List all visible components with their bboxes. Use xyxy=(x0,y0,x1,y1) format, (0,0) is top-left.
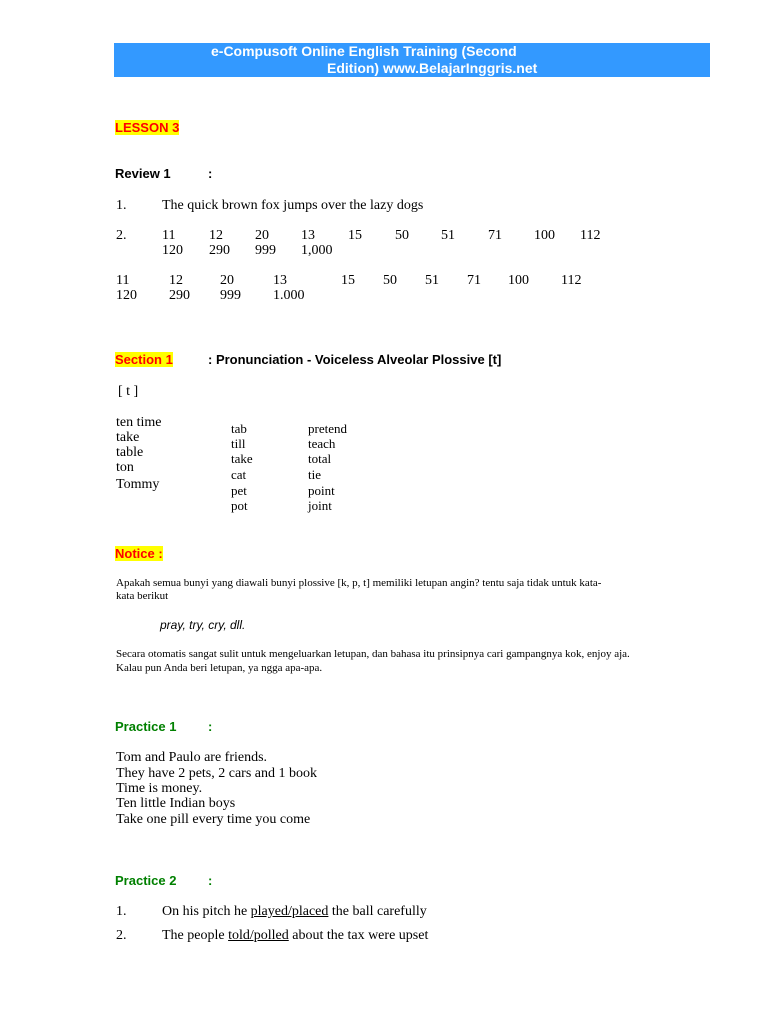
word-item: till xyxy=(231,436,246,451)
review1-item1-text: The quick brown fox jumps over the lazy dogs xyxy=(162,198,424,213)
underlined-choice: told/polled xyxy=(228,928,289,943)
number-cell: 71 xyxy=(467,273,481,288)
review1-item2-num: 2. xyxy=(116,228,127,243)
notice-paragraph-line: Kalau pun Anda beri letupan, ya ngga apa-apa. xyxy=(116,662,323,674)
lesson-label: LESSON 3 xyxy=(115,120,180,135)
sentence-part: The people xyxy=(162,928,229,943)
number-cell: 100 xyxy=(508,273,529,288)
review1-item1-num: 1. xyxy=(116,198,127,213)
word-item: pot xyxy=(231,498,248,513)
number-cell: 50 xyxy=(395,228,409,243)
word-item: cat xyxy=(231,467,247,482)
phoneme-symbol: [ t ] xyxy=(118,384,139,399)
number-cell: 13 xyxy=(273,273,287,288)
section1-title: : Pronunciation - Voiceless Alveolar Plossive [t] xyxy=(208,352,502,367)
header-title-line1: e-Compusoft Online English Training (Second xyxy=(211,43,517,59)
word-item: pretend xyxy=(308,421,347,436)
word-item: ten time xyxy=(116,415,162,430)
number-cell: 290 xyxy=(169,288,190,303)
practice1-label: Practice 1 xyxy=(115,719,177,734)
sentence-part: the ball carefully xyxy=(328,904,427,919)
practice2-colon: : xyxy=(208,873,213,888)
word-item: point xyxy=(308,483,335,498)
section1-label: Section 1 xyxy=(115,352,173,367)
practice2-item1-num: 1. xyxy=(116,904,127,919)
notice-paragraph-line: Secara otomatis sangat sulit untuk mengeluarkan letupan, dan bahasa itu prinsipnya cari gampangnya kok, enjoy aja. xyxy=(116,648,630,660)
notice-paragraph-line: kata berikut xyxy=(116,590,169,602)
number-cell: 15 xyxy=(341,273,355,288)
word-item: teach xyxy=(308,436,336,451)
word-item: ton xyxy=(116,460,134,475)
number-cell: 12 xyxy=(169,273,183,288)
word-item: take xyxy=(231,451,253,466)
notice-examples: pray, try, cry, dll. xyxy=(160,618,246,632)
practice1-line: Time is money. xyxy=(116,781,203,796)
review1-colon: : xyxy=(208,166,213,181)
word-item: take xyxy=(116,430,140,445)
practice2-label: Practice 2 xyxy=(115,873,177,888)
number-cell: 71 xyxy=(488,228,502,243)
practice1-line: They have 2 pets, 2 cars and 1 book xyxy=(116,766,317,781)
number-cell: 13 xyxy=(301,228,315,243)
word-item: table xyxy=(116,445,144,460)
number-cell: 51 xyxy=(425,273,439,288)
word-item: pet xyxy=(231,483,247,498)
sentence-part: On his pitch he xyxy=(162,904,251,919)
practice1-colon: : xyxy=(208,719,213,734)
word-item: joint xyxy=(308,498,332,513)
number-cell: 120 xyxy=(116,288,137,303)
practice1-line: Tom and Paulo are friends. xyxy=(116,750,268,765)
number-cell: 112 xyxy=(561,273,582,288)
number-cell: 290 xyxy=(209,243,230,258)
word-item: tab xyxy=(231,421,247,436)
number-cell: 100 xyxy=(534,228,555,243)
notice-paragraph-line: Apakah semua bunyi yang diawali bunyi plossive [k, p, t] memiliki letupan angin? tentu saja tidak untuk kata- xyxy=(116,577,602,589)
practice2-item2-text xyxy=(162,928,428,944)
number-cell: 11 xyxy=(162,228,176,243)
number-cell: 20 xyxy=(255,228,269,243)
number-cell: 999 xyxy=(220,288,241,303)
review1-label: Review 1 xyxy=(115,166,171,181)
practice2-item2-num: 2. xyxy=(116,928,127,943)
practice2-item1-text xyxy=(162,904,427,920)
header-title-line2: Edition) www.BelajarInggris.net xyxy=(327,60,538,76)
word-item: total xyxy=(308,451,332,466)
number-cell: 12 xyxy=(209,228,223,243)
number-cell: 15 xyxy=(348,228,362,243)
number-cell: 999 xyxy=(255,243,276,258)
word-item: Tommy xyxy=(116,477,160,492)
underlined-choice: played/placed xyxy=(250,904,329,919)
number-cell: 11 xyxy=(116,273,130,288)
number-cell: 51 xyxy=(441,228,455,243)
number-cell: 1,000 xyxy=(301,243,333,258)
sentence-part: about the tax were upset xyxy=(288,928,429,943)
practice1-line: Ten little Indian boys xyxy=(116,796,236,811)
practice1-line: Take one pill every time you come xyxy=(116,812,311,827)
number-cell: 120 xyxy=(162,243,183,258)
number-cell: 1.000 xyxy=(273,288,305,303)
word-item: tie xyxy=(308,467,321,482)
number-cell: 112 xyxy=(580,228,601,243)
number-cell: 50 xyxy=(383,273,397,288)
notice-label: Notice : xyxy=(115,546,163,561)
number-cell: 20 xyxy=(220,273,234,288)
